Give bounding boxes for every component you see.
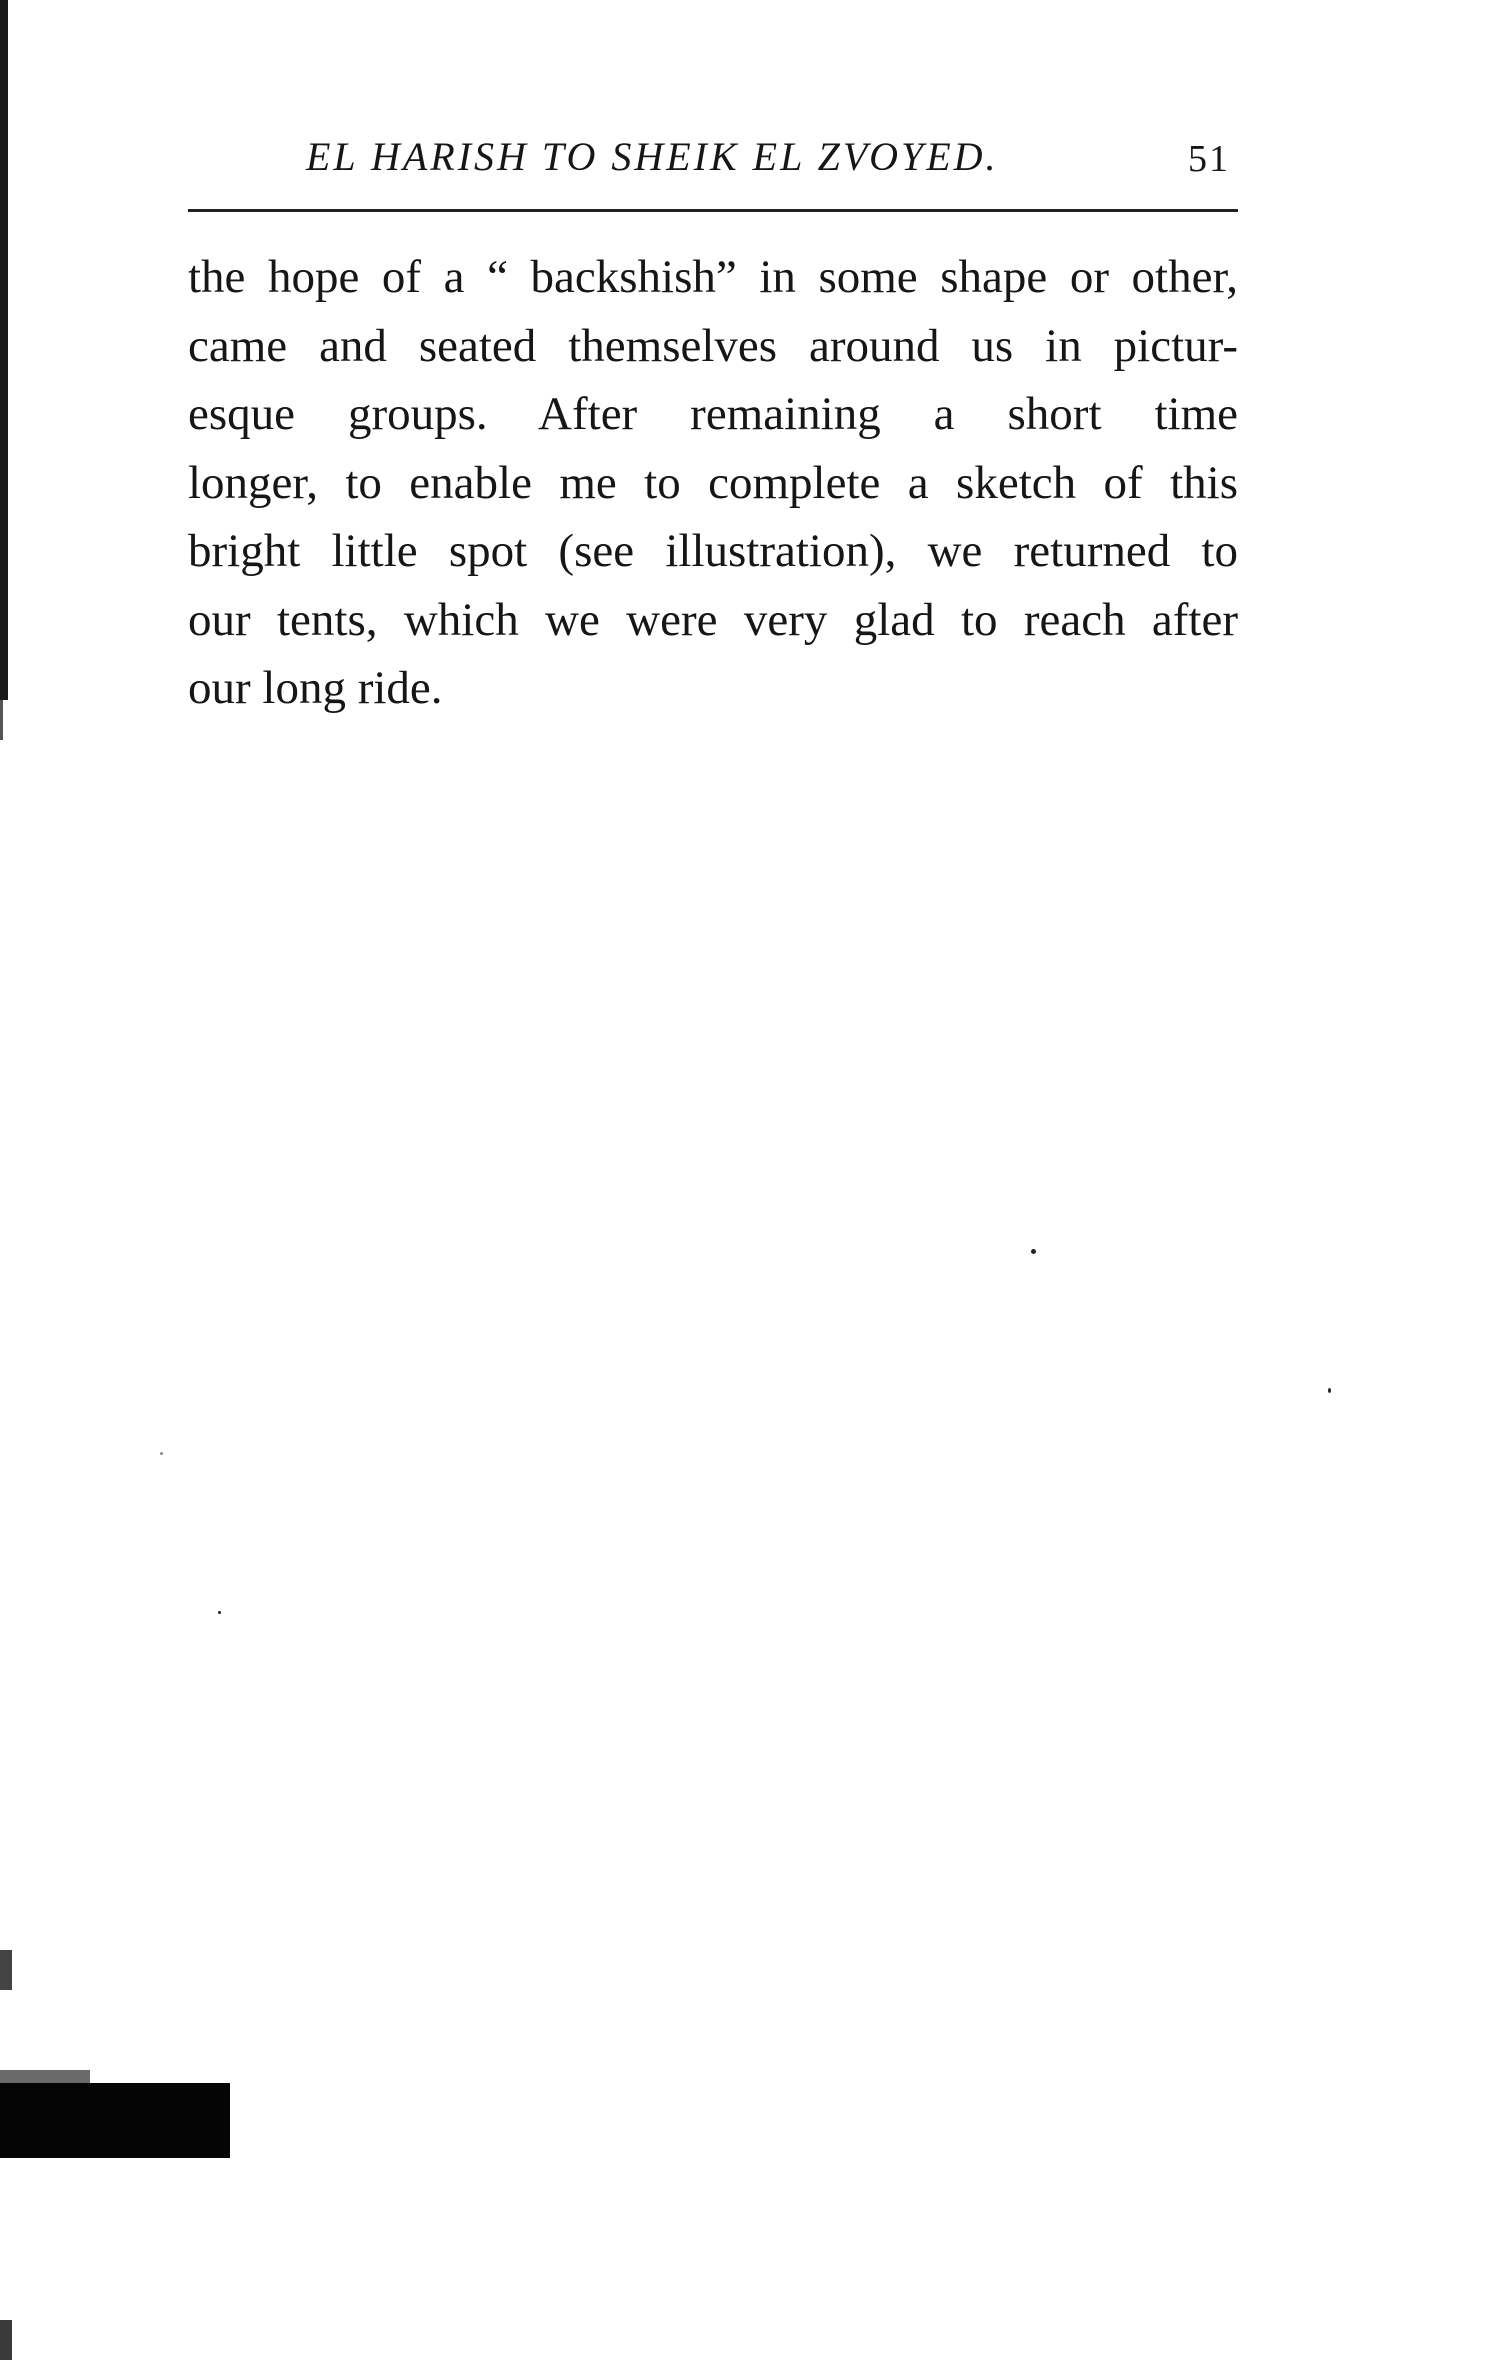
page-number: 51 [1188, 138, 1230, 180]
scan-artifact [0, 2083, 230, 2158]
scan-artifact [0, 2320, 12, 2360]
text-line: our long ride. [188, 662, 443, 714]
text-line: longer, to enable me to complete a sketch of this [188, 456, 1238, 509]
scan-speck [160, 1452, 163, 1455]
scan-speck [1328, 1388, 1331, 1393]
text-line: the hope of a “ backshish” in some shape or other, [188, 251, 1238, 303]
scan-artifact [0, 1950, 12, 1990]
text-line: esque groups. After remaining a short time [188, 388, 1238, 440]
text-line: bright little spot (see illustration), we returned to [188, 525, 1238, 577]
scan-speck [218, 1611, 221, 1614]
scan-speck [1031, 1249, 1036, 1254]
body-paragraph [188, 243, 1238, 723]
running-title: EL HARISH TO SHEIK EL ZVOYED. [306, 134, 999, 179]
header-rule [188, 209, 1238, 212]
running-head [188, 125, 1238, 195]
text-line: our tents, which we were very glad to reach after [188, 593, 1238, 646]
binding-edge [0, 0, 8, 700]
binding-edge-fade [0, 700, 3, 740]
text-line: came and seated themselves around us in pictur- [188, 319, 1238, 372]
